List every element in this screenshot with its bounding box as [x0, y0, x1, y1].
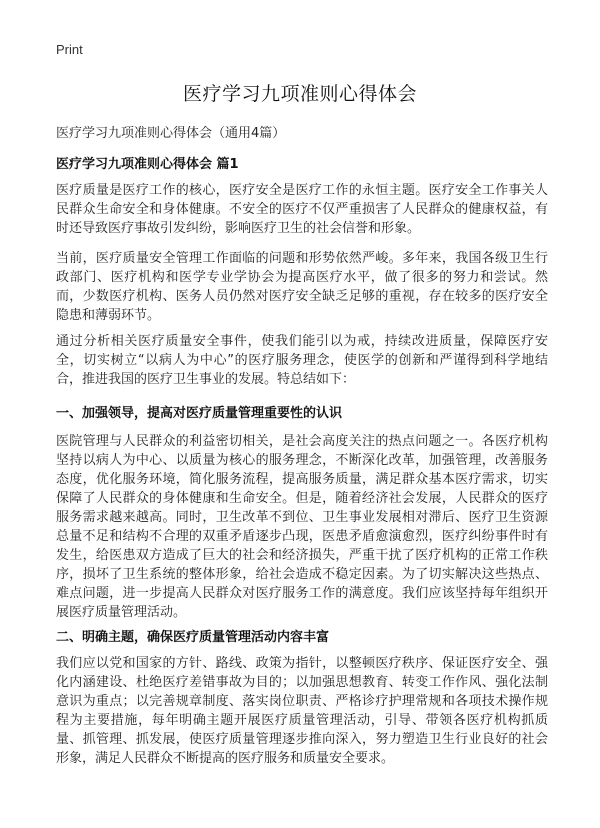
- section-1-heading: 一、加强领导，提高对医疗质量管理重要性的认识: [56, 406, 343, 421]
- document-subtitle: 医疗学习九项准则心得体会（通用4篇）: [56, 126, 286, 141]
- paragraph-intro-3: 通过分析相关医疗质量安全事件，使我们能引以为戒，持续改进质量，保障医疗安全，切实树立“以病人为中心”的医疗服务理念，使医学的创新和严谨得到科学地结合，推进我国的医疗卫生事业的发展。特总结如下：: [56, 334, 548, 387]
- section-2-heading: 二、明确主题，确保医疗质量管理活动内容丰富: [56, 630, 330, 645]
- print-label: Print: [56, 42, 83, 57]
- paragraph-intro-1: 医疗质量是医疗工作的核心，医疗安全是医疗工作的永恒主题。医疗安全工作事关人民群众生命安全和身体健康。不安全的医疗不仅严重损害了人民群众的健康权益，有时还导致医疗事故引发纠纷，影响医疗卫生的社会信誉和形象。: [56, 183, 548, 236]
- article-title: 医疗学习九项准则心得体会 篇1: [56, 157, 239, 172]
- document-title: 医疗学习九项准则心得体会: [182, 83, 417, 105]
- paragraph-intro-2: 当前，医疗质量安全管理工作面临的问题和形势依然严峻。多年来，我国各级卫生行政部门、医疗机构和医学专业学协会为提高医疗水平，做了很多的努力和尝试。然而，少数医疗机构、医务人员仍然对医疗安全缺乏足够的重视，存在较多的医疗安全隐患和薄弱环节。: [56, 251, 548, 323]
- section-1-text: 医院管理与人民群众的利益密切相关，是社会高度关注的热点问题之一。各医疗机构坚持以病人为中心、以质量为核心的服务理念，不断深化改革，加强管理，改善服务态度，优化服务环境，简化服务流程，提高服务质量，满足群众基本医疗需求，切实保障了人民群众的身体健康和生命安全。但是，随着经济社会发展，人民群众的医疗服务需求越来越高。同时，卫生改革不到位、卫生事业发展相对滞后、医疗卫生资源总量不足和结构不合理的双重矛盾逐步凸现，医患矛盾愈演愈烈，医疗纠纷事件时有发生，给医患双方造成了巨大的社会和经济损失，严重干扰了医疗机构的正常工作秩序，损坏了卫生系统的整体形象，给社会造成不稳定因素。为了切实解决这些热点、难点问题，进一步提高人民群众对医疗服务工作的满意度。我们应该坚持每年组织开展医疗质量管理活动。: [56, 434, 548, 620]
- section-2-text: 我们应以党和国家的方针、路线、政策为指针，以整顿医疗秩序、保证医疗安全、强化内涵建设、杜绝医疗差错事故为目的；以加强思想教育、转变工作作风、强化法制意识为重点；以完善规章制度、落实岗位职责、严格诊疗护理常规和各项技术操作规程为主要措施，每年明确主题开展医疗质量管理活动，引导、带领各医疗机构抓质量、抓管理、抓发展，使医疗质量管理逐步推向深入，努力塑造卫生行业良好的社会形象，满足人民群众不断提高的医疗服务和质量安全要求。: [56, 656, 548, 766]
